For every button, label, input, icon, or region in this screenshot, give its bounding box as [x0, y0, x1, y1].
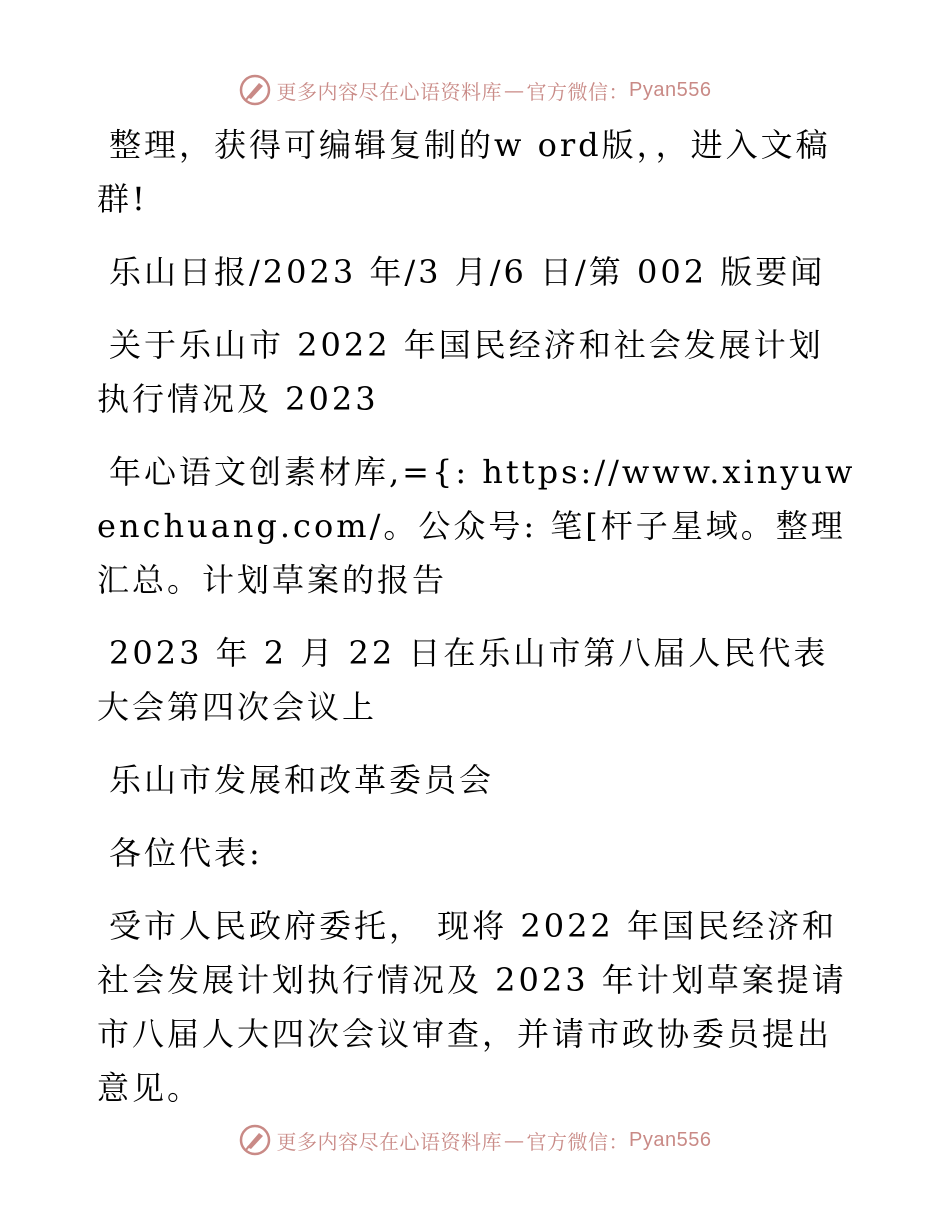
paragraph: 受市人民政府委托， 现将 2022 年国民经济和社会发展计划执行情况及 2023 年计划草案提请市八届人大四次会议审查，并请市政协委员提出意见。	[97, 907, 847, 1107]
paragraph: 乐山市发展和改革委员会	[109, 761, 495, 799]
quill-seal-icon	[239, 74, 271, 106]
paragraph: 关于乐山市 2022 年国民经济和社会发展计划执行情况及 2023	[97, 326, 824, 418]
quill-seal-icon	[239, 1124, 271, 1156]
watermark-label: 官方微信：	[526, 1129, 630, 1154]
watermark-handle: Pyan556	[629, 78, 712, 101]
watermark-banner-bottom	[0, 1120, 950, 1160]
watermark-text: 更多内容尽在心语资料库	[276, 1129, 503, 1154]
paragraph: 整理，获得可编辑复制的w ord版，，进入文稿群!	[97, 126, 831, 218]
watermark-separator: —	[504, 78, 525, 102]
watermark-banner-top	[0, 70, 950, 110]
watermark-label: 官方微信：	[526, 79, 630, 104]
paragraph: 年心语文创素材库,={: https://www.xinyuwenchuang.com/。公众号: 笔[杆子星域。整理汇总。计划草案的报告	[97, 453, 856, 599]
paragraph: 乐山日报/2023 年/3 月/6 日/第 002 版要闻	[109, 253, 826, 291]
watermark-handle: Pyan556	[629, 1128, 712, 1151]
document-body	[97, 118, 857, 1134]
watermark-separator: —	[504, 1128, 525, 1152]
paragraph: 2023 年 2 月 22 日在乐山市第八届人民代表大会第四次会议上	[97, 634, 829, 726]
paragraph: 各位代表:	[109, 834, 263, 872]
watermark-text: 更多内容尽在心语资料库	[276, 79, 503, 104]
